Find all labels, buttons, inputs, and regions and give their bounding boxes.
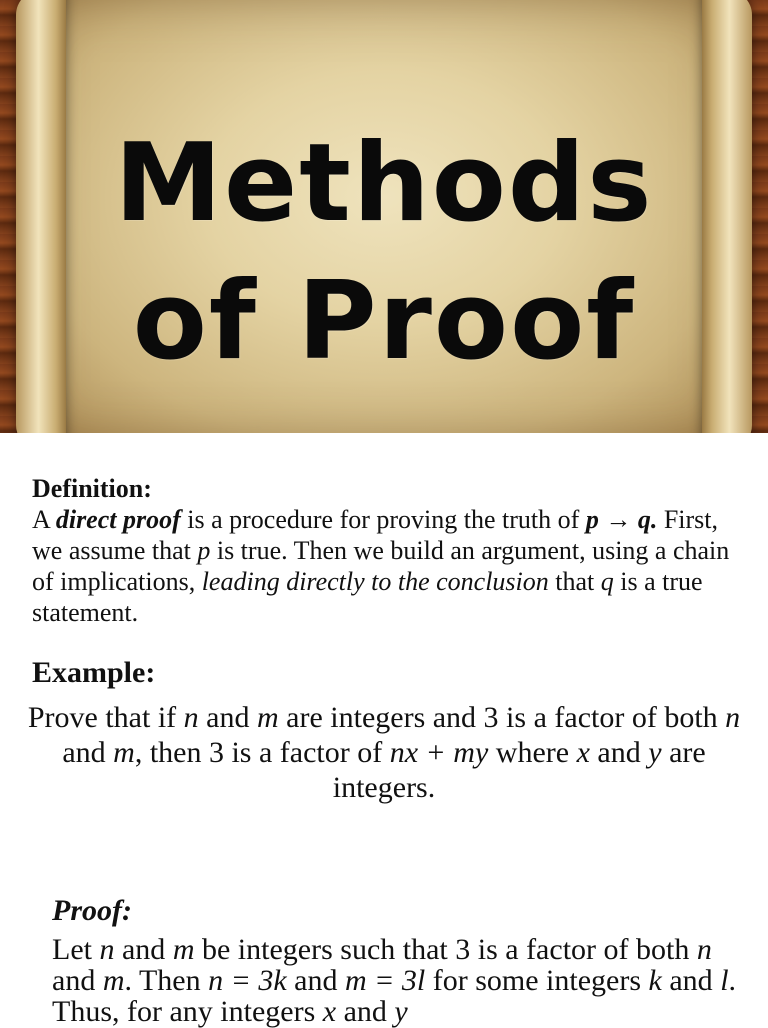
title-banner bbox=[0, 0, 768, 433]
formula-p-implies-q: p → q. bbox=[585, 505, 658, 534]
definition-text: A direct proof is a procedure for proving the truth of p → q. First, we assume that p is true. Then we build an argument, using a chain of implications, leading directly to the conclusion that q is a true statement. bbox=[32, 505, 730, 627]
term-direct-proof: direct proof bbox=[55, 505, 181, 534]
title-line-1: Methods bbox=[114, 121, 654, 246]
emphasis-text: leading directly to the conclusion bbox=[201, 567, 549, 596]
example-heading: Example: bbox=[32, 656, 156, 689]
title-line-2: of Proof bbox=[132, 259, 636, 384]
proof-text: Let n and m be integers such that 3 is a factor of both n and m. Then n = 3k and m = 3l for some integers k and l. Thus, for any integers x and y bbox=[52, 933, 737, 1028]
expression-nx-my: nx + my bbox=[389, 736, 489, 769]
proof-heading: Proof: bbox=[52, 894, 132, 927]
example-text: Prove that if n and m are integers and 3 is a factor of both n and m, then 3 is a factor of nx + my where x and y are integers. bbox=[27, 701, 741, 804]
definition-heading: Definition: bbox=[32, 474, 152, 503]
